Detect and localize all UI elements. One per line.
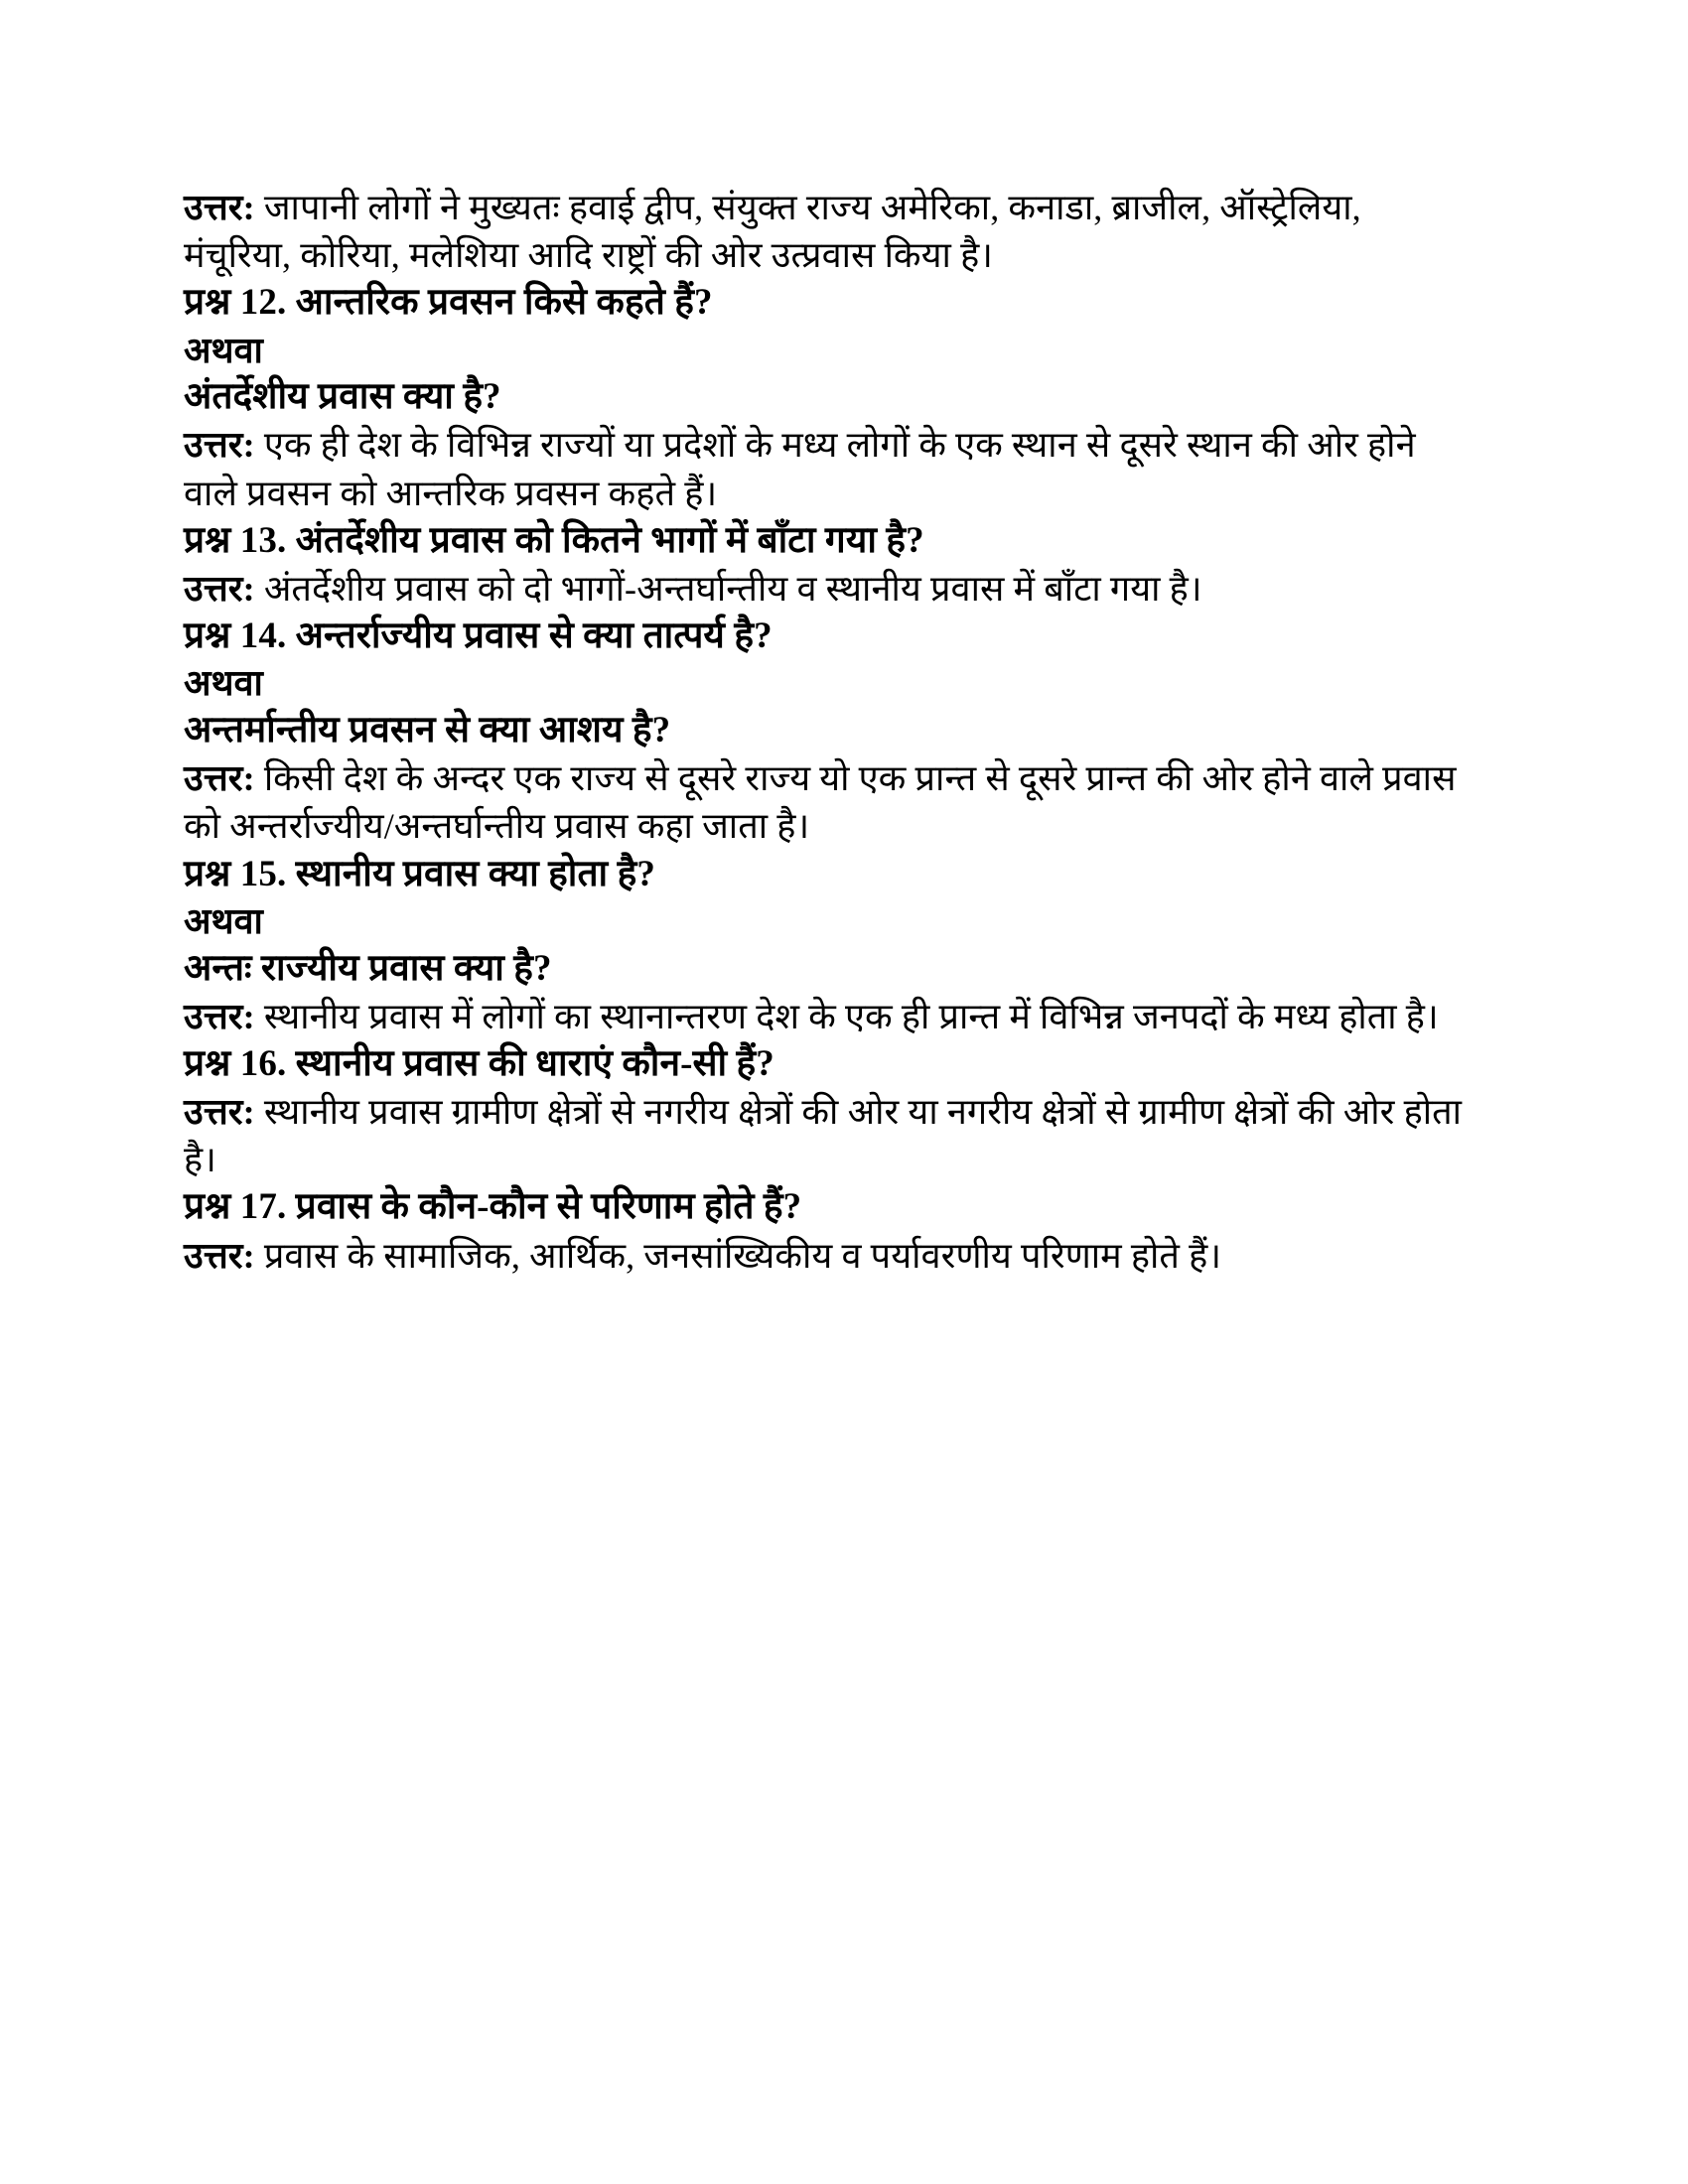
answer-paragraph <box>184 184 1475 279</box>
alternative-separator: अथवा <box>184 663 263 704</box>
answer-label: उत्तर: <box>184 1092 255 1133</box>
answer-text: स्थानीय प्रवास में लोगों का स्थानान्तरण देश के एक ही प्रान्त में विभिन्न जनपदों के मध्य होता है। <box>254 996 1439 1036</box>
question-heading-14: प्रश्न 14. अन्तर्राज्यीय प्रवास से क्या तात्पर्य है? <box>184 615 773 657</box>
answer-paragraph <box>184 421 1475 516</box>
question-heading-12: प्रश्न 12. आन्तरिक प्रवसन किसे कहते हैं? <box>184 282 713 324</box>
answer-text: प्रवास के सामाजिक, आर्थिक, जनसांख्यिकीय व पर्यावरणीय परिणाम होते हैं। <box>254 1235 1222 1276</box>
answer-paragraph <box>184 565 1475 613</box>
alternative-separator: अथवा <box>184 900 263 941</box>
answer-text: जापानी लोगों ने मुख्यतः हवाई द्वीप, संयुक्त राज्य अमेरिका, कनाडा, ब्राजील, ऑस्ट्रेलिया, मंचूरिया, कोरिया, मलेशिया आदि राष्ट्रों की ओर उत्प्रवास किया है। <box>184 188 1361 276</box>
alternate-question-12: अंतर्देशीय प्रवास क्या है? <box>184 376 501 418</box>
answer-label: उत्तर: <box>184 425 255 466</box>
answer-label: उत्तर: <box>184 996 255 1036</box>
question-heading-13: प्रश्न 13. अंतर्देशीय प्रवास को कितने भागों में बाँटा गया है? <box>184 519 924 561</box>
alternative-separator: अथवा <box>184 330 263 370</box>
answer-label: उत्तर: <box>184 758 255 799</box>
answer-paragraph <box>184 1232 1475 1280</box>
answer-label: उत्तर: <box>184 188 255 227</box>
answer-label: उत्तर: <box>184 1235 255 1276</box>
answer-text: किसी देश के अन्दर एक राज्य से दूसरे राज्य यो एक प्रान्त से दूसरे प्रान्त की ओर होने वाले प्रवास को अन्तर्राज्यीय/अन्तर्घान्तीय प्रवास कहा जाता है। <box>184 758 1457 847</box>
question-heading-17: प्रश्न 17. प्रवास के कौन-कौन से परिणाम होते हैं? <box>184 1186 802 1228</box>
alternate-question-15: अन्तः राज्यीय प्रवास क्या है? <box>184 947 552 989</box>
answer-paragraph <box>184 754 1475 850</box>
question-heading-15: प्रश्न 15. स्थानीय प्रवास क्या होता है? <box>184 853 655 894</box>
answer-paragraph <box>184 1088 1475 1183</box>
answer-paragraph <box>184 993 1475 1040</box>
answer-text: एक ही देश के विभिन्न राज्यों या प्रदेशों के मध्य लोगों के एक स्थान से दूसरे स्थान की ओर होने वाले प्रवसन को आन्तरिक प्रवसन कहते हैं। <box>184 425 1416 513</box>
answer-label: उत्तर: <box>184 569 255 610</box>
answer-text: स्थानीय प्रवास ग्रामीण क्षेत्रों से नगरीय क्षेत्रों की ओर या नगरीय क्षेत्रों से ग्रामीण क्षेत्रों की ओर होता है। <box>184 1092 1463 1180</box>
document-content <box>184 184 1475 1280</box>
question-heading-16: प्रश्न 16. स्थानीय प्रवास की धाराएं कौन-सी हैं? <box>184 1042 774 1084</box>
alternate-question-14: अन्तर्मान्तीय प्रवसन से क्या आशय है? <box>184 710 671 751</box>
answer-text: अंतर्देशीय प्रवास को दो भागों-अन्तर्घान्तीय व स्थानीय प्रवास में बाँटा गया है। <box>254 569 1202 610</box>
